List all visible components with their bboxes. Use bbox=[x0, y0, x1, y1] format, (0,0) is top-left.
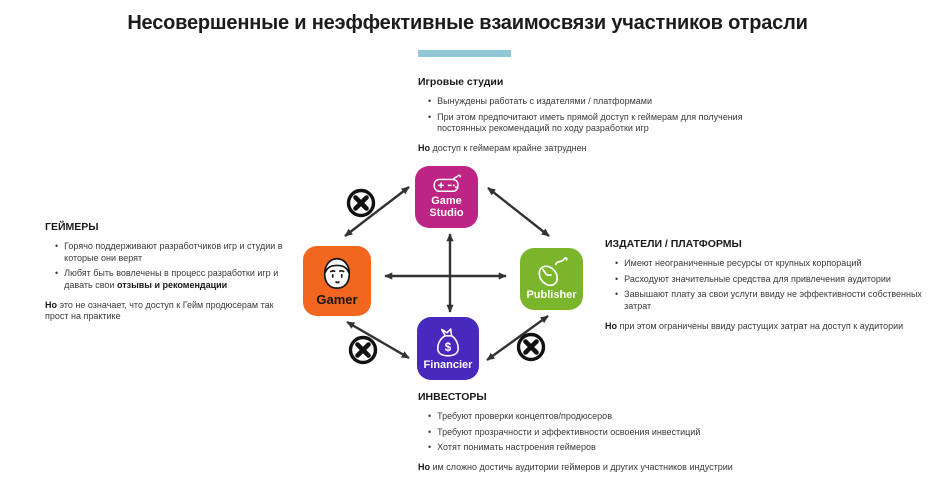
block-heading: ГЕЙМЕРЫ bbox=[45, 221, 99, 233]
blocked-link-icon-publisher-financier bbox=[519, 335, 544, 360]
text-block-game-studios bbox=[418, 76, 793, 155]
bullet-text: Расходуют значительные средства для привлечения аудитории bbox=[624, 273, 891, 284]
bullet-glyph: • bbox=[55, 241, 59, 251]
bullet-list bbox=[45, 241, 295, 292]
bullet-text: Требуют проверки концептов/продюсеров bbox=[437, 411, 612, 421]
bullet-glyph: • bbox=[428, 411, 432, 421]
gamepad-icon bbox=[432, 174, 462, 194]
list-item bbox=[605, 274, 935, 286]
bullet-glyph: • bbox=[615, 289, 619, 300]
gamer-face-icon bbox=[318, 255, 356, 291]
note-text: Но при этом ограничены ввиду растущих затрат на доступ к аудитории bbox=[605, 320, 904, 331]
page-title: Несовершенные и неэффективные взаимосвязи участников отрасли bbox=[127, 12, 808, 34]
bullet-glyph: • bbox=[428, 96, 432, 106]
arrow-game-studio-publisher bbox=[488, 188, 549, 236]
arrow-gamer-game-studio bbox=[345, 187, 409, 236]
note-text: Но это не означает, что доступ к Гейм продюсерам так прост на практике bbox=[45, 299, 274, 322]
list-item bbox=[418, 442, 758, 454]
text-block-gamers bbox=[45, 221, 295, 323]
arrow-publisher-financier bbox=[487, 316, 548, 360]
block-heading: Игровые студии bbox=[418, 76, 504, 88]
money-bag-icon bbox=[432, 326, 464, 358]
mouse-icon bbox=[535, 256, 569, 288]
node-gamer bbox=[303, 246, 371, 316]
list-item bbox=[418, 411, 758, 423]
text-block-investors bbox=[418, 391, 758, 474]
text-block-publishers bbox=[605, 238, 935, 332]
bullet-text: При этом предпочитают иметь прямой доступ к геймерам для получения постоянных рекомендаций по ходу разработки игр bbox=[437, 111, 743, 134]
list-item bbox=[418, 427, 758, 439]
bullet-text: Любят быть вовлечены в процесс разработки игр и давать свои отзывы и рекомендации bbox=[64, 268, 279, 291]
bullet-text: Вынуждены работать с издателями / платформами bbox=[437, 96, 652, 106]
bullet-list bbox=[418, 411, 758, 454]
bullet-text: Требуют прозрачности и эффективности освоения инвестиций bbox=[437, 426, 701, 437]
block-heading: ИЗДАТЕЛИ / ПЛАТФОРМЫ bbox=[605, 238, 742, 250]
node-label: Game Studio bbox=[429, 195, 464, 219]
list-item bbox=[418, 96, 793, 108]
bullet-glyph: • bbox=[428, 426, 432, 437]
bullet-glyph: • bbox=[615, 273, 619, 284]
svg-text:$: $ bbox=[444, 341, 452, 354]
node-game-studio bbox=[415, 166, 478, 228]
node-label: Financier bbox=[423, 358, 473, 371]
arrow-gamer-financier bbox=[347, 322, 409, 358]
bullet-text: Горячо поддерживают разработчиков игр и студии в которые они верят bbox=[64, 241, 283, 263]
bullet-text: Хотят понимать настроения геймеров bbox=[437, 442, 596, 453]
bullet-glyph: • bbox=[615, 258, 619, 268]
bullet-glyph: • bbox=[428, 111, 432, 122]
node-financier bbox=[417, 317, 479, 380]
bullet-glyph: • bbox=[428, 442, 432, 453]
note-text: Но доступ к геймерам крайне затруднен bbox=[418, 143, 587, 154]
list-item bbox=[418, 112, 793, 135]
node-publisher bbox=[520, 248, 583, 310]
bullet-list bbox=[605, 258, 935, 313]
list-item bbox=[605, 289, 935, 312]
blocked-link-icon-gamer-game-studio bbox=[349, 191, 374, 216]
node-label: Publisher bbox=[526, 289, 577, 302]
list-item bbox=[45, 268, 295, 291]
list-item bbox=[45, 241, 295, 264]
title-underline bbox=[418, 50, 511, 57]
note-text: Но им сложно достичь аудитории геймеров и других участников индустрии bbox=[418, 462, 733, 473]
list-item bbox=[605, 258, 935, 270]
block-heading: ИНВЕСТОРЫ bbox=[418, 391, 487, 403]
bullet-text: Имеют неограниченные ресурсы от крупных корпораций bbox=[624, 258, 862, 268]
blocked-link-icon-gamer-financier bbox=[351, 338, 376, 363]
bullet-glyph: • bbox=[55, 268, 59, 279]
bullet-text: Завышают плату за свои услуги ввиду не эффективности собственных затрат bbox=[624, 289, 922, 312]
bullet-list bbox=[418, 96, 793, 135]
node-label: Gamer bbox=[316, 292, 358, 308]
